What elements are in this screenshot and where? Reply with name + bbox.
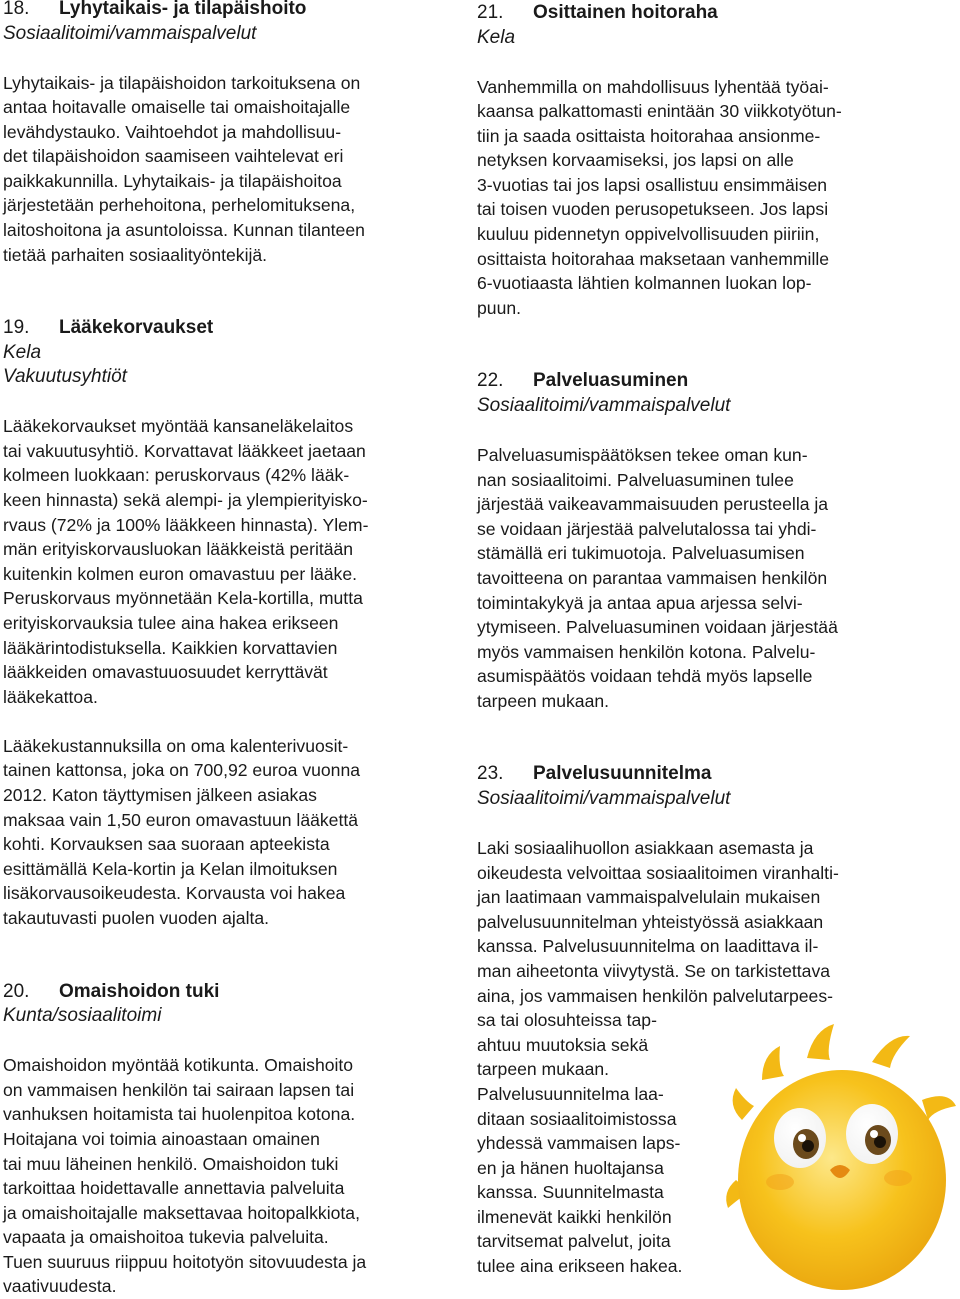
section-paragraph <box>477 443 917 714</box>
paragraph-line: kuitenkin kolmen euron omavastuu per lääke. <box>3 563 358 584</box>
section-source: Kela <box>477 26 516 48</box>
section-heading <box>3 0 443 22</box>
paragraph-line: ja omaishoitajalle maksettavaa hoitopalkkiota, <box>3 1202 360 1223</box>
paragraph-line: esittämällä Kela-kortin ja Kelan ilmoituksen <box>3 858 338 879</box>
section-title: Osittainen hoitoraha <box>533 2 718 23</box>
left-column <box>3 0 443 1299</box>
paragraph-line: antaa hoitavalle omaiselle tai omaishoitajalle <box>3 97 351 118</box>
paragraph-line: 2012. Katon täyttymisen jälkeen asiakas <box>3 785 317 806</box>
section-19 <box>3 316 443 930</box>
paragraph-line: ilmenevät kaikki henkilön <box>477 1206 672 1227</box>
paragraph-line: oikeudesta velvoittaa sosiaalitoimen viranhalti- <box>477 862 839 883</box>
paragraph-line: laitoshoitona ja asuntoloissa. Kunnan tilanteen <box>3 220 365 241</box>
paragraph-line: tarkoittaa hoidettavalle annettavia palveluita <box>3 1178 345 1199</box>
section-paragraph <box>3 414 443 709</box>
paragraph-line: det tilapäishoidon saamiseen vaihtelevat eri <box>3 146 344 167</box>
section-20 <box>3 980 443 1299</box>
paragraph-line: ytymiseen. Palveluasuminen voidaan järjestää <box>477 617 838 638</box>
section-title: Omaishoidon tuki <box>59 980 220 1002</box>
paragraph-line: palvelusuunnitelman yhteistyössä asiakkaan <box>477 911 824 932</box>
section-heading <box>3 316 443 341</box>
paragraph-line: maksaa vain 1,50 euron omavastuun lääkettä <box>3 809 359 830</box>
paragraph-line: Lyhytaikais- ja tilapäishoidon tarkoituksena on <box>3 72 361 93</box>
paragraph-line: netyksen korvaamiseksi, jos lapsi on alle <box>477 150 794 171</box>
paragraph-line: tavoitteena on parantaa vammaisen henkilön <box>477 567 828 588</box>
paragraph-line: vanhuksen hoitamista tai huolenpitoa kotona. <box>3 1104 356 1125</box>
paragraph-line: myös vammaisen henkilön kotona. Palvelu- <box>477 641 816 662</box>
section-heading <box>477 762 917 787</box>
paragraph-line: asumispäätös voidaan tehdä myös lapselle <box>477 666 813 687</box>
section-number: 22. <box>477 370 504 392</box>
paragraph-line: takautuvasti puolen vuoden ajalta. <box>3 908 270 929</box>
section-title: Palveluasuminen <box>533 370 689 392</box>
paragraph-line: Laki sosiaalihuollon asiakkaan asemasta ja <box>477 837 814 858</box>
section-paragraph <box>3 1053 443 1299</box>
paragraph-line: en ja hänen huoltajansa <box>477 1157 664 1178</box>
paragraph-line: Lääkekustannuksilla on oma kalenterivuosit- <box>3 735 349 756</box>
paragraph-line: tietää parhaiten sosiaalityöntekijä. <box>3 244 268 265</box>
paragraph-line: tainen kattonsa, joka on 700,92 euroa vuonna <box>3 760 361 781</box>
paragraph-line: Tuen suuruus riippuu hoitotyön sitovuudesta ja <box>3 1251 367 1272</box>
section-number: 19. <box>3 317 30 339</box>
section-title: Lyhytaikais- ja tilapäishoito <box>59 0 307 19</box>
paragraph-line: 3-vuotias tai jos lapsi osallistuu ensimmäisen <box>477 174 828 195</box>
paragraph-line: tai toisen vuoden perusopetukseen. Jos lapsi <box>477 199 829 220</box>
section-source: Kunta/sosiaalitoimi <box>3 1005 162 1027</box>
paragraph-line: kanssa. Suunnitelmasta <box>477 1182 664 1203</box>
paragraph-line: se voidaan järjestää palvelutalossa tai yhdi- <box>477 518 817 539</box>
paragraph-line: Omaishoidon myöntää kotikunta. Omaishoito <box>3 1055 354 1076</box>
paragraph-line: jan laatimaan vammaispalvelulain mukaisen <box>477 887 821 908</box>
section-paragraph <box>3 71 443 268</box>
paragraph-line: Peruskorvaus myönnetään Kela-kortilla, mutta <box>3 588 363 609</box>
paragraph-line: Hoitajana voi toimia ainoastaan omainen <box>3 1128 320 1149</box>
paragraph-line: kanssa. Palvelusuunnitelma on laadittava il- <box>477 936 819 957</box>
paragraph-line: ditaan sosiaalitoimistossa <box>477 1108 677 1129</box>
paragraph-line: levähdystauko. Vaihtoehdot ja mahdollisuu- <box>3 121 342 142</box>
section-heading <box>477 1 917 26</box>
paragraph-line: tarpeen mukaan. <box>477 690 610 711</box>
paragraph-line: lääkkeiden omavastuuosuudet kerryttävät <box>3 662 328 683</box>
paragraph-line: järjestää vaikeavammaisuuden perusteella ja <box>477 494 829 515</box>
paragraph-line: tai muu läheinen henkilö. Omaishoidon tuki <box>3 1153 339 1174</box>
section-heading <box>3 980 443 1005</box>
section-title: Lääkekorvaukset <box>59 317 214 339</box>
paragraph-line: nan sosiaalitoimi. Palveluasuminen tulee <box>477 469 794 490</box>
paragraph-line: lääkärintodistuksella. Kaikkien korvattavien <box>3 637 338 658</box>
paragraph-line: puun. <box>477 297 522 318</box>
section-paragraph <box>3 734 443 931</box>
paragraph-line: man aiheetonta viivytystä. Se on tarkistettava <box>477 960 831 981</box>
paragraph-line: Vanhemmilla on mahdollisuus lyhentää työai- <box>477 76 829 97</box>
paragraph-line: on vammaisen henkilön tai sairaan lapsen tai <box>3 1079 355 1100</box>
section-title: Palvelusuunnitelma <box>533 763 712 785</box>
paragraph-line: sa tai olosuhteissa tap- <box>477 1010 657 1031</box>
section-21 <box>477 1 917 320</box>
paragraph-line: yhdessä vammaisen laps- <box>477 1133 681 1154</box>
section-number: 21. <box>477 2 504 23</box>
paragraph-line: toimintakykyä ja antaa apua arjessa selvi- <box>477 592 803 613</box>
section-paragraph <box>477 75 917 321</box>
paragraph-line: Lääkekorvaukset myöntää kansaneläkelaitos <box>3 416 354 437</box>
paragraph-line: män erityiskorvausluokan lääkkeistä peritään <box>3 539 354 560</box>
paragraph-line: vapaata ja omaishoitoa tukevia palveluita. <box>3 1227 329 1248</box>
paragraph-line: kolmeen luokkaan: peruskorvaus (42% lääk- <box>3 465 350 486</box>
paragraph-line: ahtuu muutoksia sekä <box>477 1034 649 1055</box>
paragraph-line: stämällä eri tukimuotoja. Palveluasumisen <box>477 543 805 564</box>
paragraph-line: keen hinnasta) sekä alempi- ja ylempierityisko- <box>3 490 368 511</box>
paragraph-line: tai vakuutusyhtiö. Korvattavat lääkkeet jaetaan <box>3 440 366 461</box>
section-source: Kela <box>3 341 42 363</box>
paragraph-line: tarvitsemat palvelut, joita <box>477 1231 671 1252</box>
paragraph-line: kaansa palkattomasti enintään 30 viikkotyötun- <box>477 101 842 122</box>
paragraph-line: Palveluasumispäätöksen tekee oman kun- <box>477 444 808 465</box>
section-number: 20. <box>3 980 30 1002</box>
section-source: Sosiaalitoimi/vammaispalvelut <box>3 22 257 44</box>
section-number: 18. <box>3 0 30 19</box>
paragraph-line: lisäkorvausoikeudesta. Korvausta voi hakea <box>3 883 346 904</box>
paragraph-line: rvaus (72% ja 100% lääkkeen hinnasta). Ylem- <box>3 514 369 535</box>
section-source: Sosiaalitoimi/vammaispalvelut <box>477 787 731 809</box>
section-source: Sosiaalitoimi/vammaispalvelut <box>477 394 731 416</box>
section-number: 23. <box>477 763 504 785</box>
paragraph-line: järjestetään perhehoitona, perhelomituksena, <box>3 195 356 216</box>
paragraph-line: paikkakunnilla. Lyhytaikais- ja tilapäishoitoa <box>3 170 342 191</box>
paragraph-line: kuuluu pidennetyn oppivelvollisuuden piiriin, <box>477 224 820 245</box>
section-heading <box>477 369 917 394</box>
paragraph-line: osittaista hoitorahaa maksetaan vanhemmille <box>477 248 830 269</box>
section-18 <box>3 0 443 267</box>
paragraph-line: tarpeen mukaan. <box>477 1059 610 1080</box>
mascot-illustration <box>722 1010 958 1294</box>
paragraph-line: erityiskorvauksia tulee aina hakea erikseen <box>3 613 339 633</box>
paragraph-line: vaativuudesta. <box>3 1276 117 1297</box>
paragraph-line: lääkekattoa. <box>3 686 98 707</box>
paragraph-line: 6-vuotiaasta lähtien kolmannen luokan lop- <box>477 273 812 294</box>
paragraph-line: aina, jos vammaisen henkilön palvelutarpees- <box>477 985 833 1006</box>
paragraph-line: kohti. Korvauksen saa suoraan apteekista <box>3 834 330 855</box>
paragraph-line: tulee aina erikseen hakea. <box>477 1256 683 1277</box>
section-22 <box>477 369 917 713</box>
paragraph-line: Palvelusuunnitelma laa- <box>477 1083 664 1104</box>
section-source: Vakuutusyhtiöt <box>3 366 127 388</box>
paragraph-line: tiin ja saada osittaista hoitorahaa ansionme- <box>477 125 821 146</box>
